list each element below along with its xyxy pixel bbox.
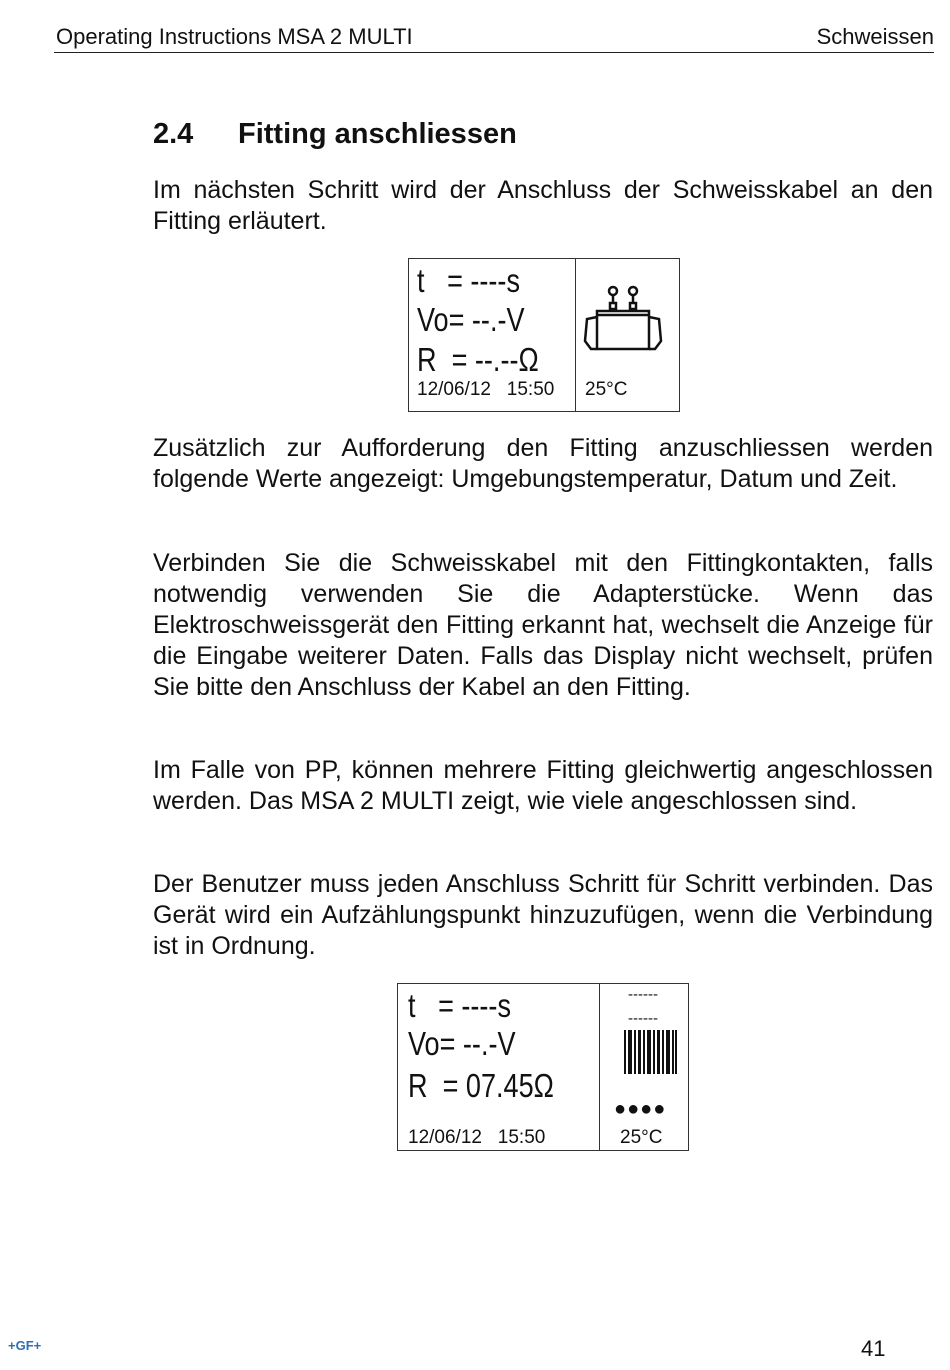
header-rule: [54, 52, 934, 53]
display-voltage-line: Vo= --.-V: [408, 1025, 516, 1062]
display-resistance-line: R = --.--Ω: [417, 341, 539, 378]
display-dash-line-1: ------: [628, 986, 658, 1003]
paragraph-pp-multiple: Im Falle von PP, können mehrere Fitting gleichwertig angeschlossen werden. Das MSA 2 MULTI zeigt, wie viele angeschlossen sind.: [153, 756, 933, 815]
gf-logo: +GF+: [8, 1338, 42, 1353]
paragraph-step-by-step: Der Benutzer muss jeden Anschluss Schritt für Schritt verbinden. Das Gerät wird ein Aufzählungspunkt hinzuzufügen, wenn die Verbindung ist in Ordnung.: [153, 870, 933, 960]
display-divider: [575, 259, 576, 411]
section-number: 2.4: [153, 118, 194, 150]
paragraph-connect-cables: Verbinden Sie die Schweisskabel mit den Fittingkontakten, falls notwendig verwenden Sie die Adapterstücke. Wenn das Elektroschweissgerät den Fitting erkannt hat, wechselt die Anzeige für die Eingabe weiterer Daten. Falls das Display nicht wechselt, prüfen Sie bitte den Anschluss der Kabel an den Fitting.: [153, 549, 933, 701]
display-datetime: 12/06/12 15:50: [408, 1127, 546, 1148]
display-datetime: 12/06/12 15:50: [417, 379, 555, 400]
display-temperature: 25°C: [585, 379, 628, 400]
paragraph-intro: Im nächsten Schritt wird der Anschluss der Schweisskabel an den Fitting erläutert.: [153, 176, 933, 235]
display-dash-line-2: ------: [628, 1010, 658, 1027]
connected-fittings-dots: ●●●●: [614, 1098, 667, 1120]
page-number: 41: [861, 1336, 886, 1361]
fitting-connector-icon: [581, 279, 667, 355]
section-title: Fitting anschliessen: [238, 118, 517, 150]
header-section: Schweissen: [816, 24, 934, 49]
display-voltage-line: Vo= --.-V: [417, 301, 525, 338]
paragraph-displayed-values: Zusätzlich zur Aufforderung den Fitting anzuschliessen werden folgende Werte angezeigt: Umgebungstemperatur, Datum und Zeit.: [153, 434, 933, 493]
display-time-line: t = ----s: [408, 987, 511, 1024]
header-title: Operating Instructions MSA 2 MULTI: [56, 24, 413, 49]
barcode-icon: [624, 1030, 678, 1076]
section-heading: [153, 118, 517, 151]
display-temperature: 25°C: [620, 1127, 663, 1148]
welder-display-connected: [397, 983, 689, 1151]
welder-display-connect: [408, 258, 680, 412]
display-divider: [599, 984, 600, 1150]
display-time-line: t = ----s: [417, 262, 520, 299]
display-resistance-line: R = 07.45Ω: [408, 1067, 554, 1104]
